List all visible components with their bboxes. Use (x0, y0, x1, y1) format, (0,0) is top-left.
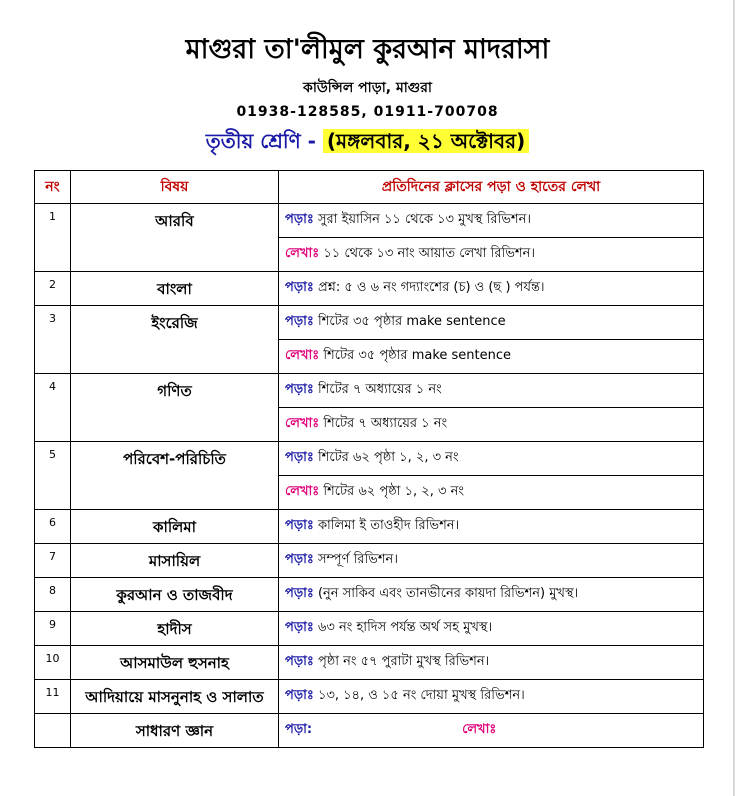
phone-numbers: 01938-128585, 01911-700708 (236, 104, 499, 120)
read-text: শিটের ৭ অধ্যায়ের ১ নং (313, 382, 442, 397)
read-cell (279, 204, 704, 238)
row-number: 2 (35, 272, 71, 306)
table-row (35, 442, 704, 476)
read-cell (279, 544, 704, 578)
table-row (35, 578, 704, 612)
read-text: প্রশ্ন: ৫ ও ৬ নং গদ্যাংশের (চ) ও (ছ ) পর্যন্ত। (313, 280, 545, 295)
header-work: প্রতিদিনের ক্লাসের পড়া ও হাতের লেখা (279, 171, 704, 204)
table-row (35, 612, 704, 646)
class-line (0, 126, 735, 156)
read-label: পড়াঃ (285, 314, 314, 329)
read-cell (279, 510, 704, 544)
class-date: (মঙ্গলবার, ২১ অক্টোবর) (323, 129, 529, 153)
header-subject: বিষয় (71, 171, 279, 204)
read-text: কালিমা ই তাওহীদ রিভিশন। (313, 518, 460, 533)
read-text: শিটের ৩৫ পৃষ্ঠার make sentence (313, 314, 506, 329)
read-text: ১৩, ১৪, ও ১৫ নং দোয়া মুখস্থ রিভিশন। (313, 688, 525, 703)
row-subject: মাসায়িল (71, 544, 279, 578)
read-text: সম্পূর্ণ রিভিশন। (313, 552, 398, 567)
table-row (35, 544, 704, 578)
row-number: 7 (35, 544, 71, 578)
row-subject: পরিবেশ-পরিচিতি (71, 442, 279, 510)
read-cell (279, 374, 704, 408)
row-number: 10 (35, 646, 71, 680)
row-subject: আদিয়ায়ে মাসনুনাহ ও সালাত (71, 680, 279, 714)
row-number: 4 (35, 374, 71, 442)
read-cell (279, 442, 704, 476)
row-number: 11 (35, 680, 71, 714)
table-row (35, 680, 704, 714)
table-row (35, 272, 704, 306)
read-text: শিটের ৬২ পৃষ্ঠা ১, ২, ৩ নং (313, 450, 459, 465)
read-label: পড়াঃ (285, 654, 314, 669)
row-subject: কুরআন ও তাজবীদ (71, 578, 279, 612)
write-text: শিটের ৬২ পৃষ্ঠা ১, ২, ৩ নং (319, 484, 464, 499)
address: কাউন্সিল পাড়া, মাগুরা (303, 80, 432, 96)
write-text: ১১ থেকে ১৩ নাং আয়াত লেখা রিভিশন। (319, 246, 536, 261)
table-header-row (35, 171, 704, 204)
read-label: পড়াঃ (285, 212, 314, 227)
table-row (35, 646, 704, 680)
write-label: লেখাঃ (462, 722, 497, 737)
row-number: 1 (35, 204, 71, 272)
row-number: 8 (35, 578, 71, 612)
read-cell (279, 578, 704, 612)
class-dash: - (300, 129, 323, 153)
write-cell (279, 238, 704, 272)
read-label: পড়াঃ (285, 280, 314, 295)
write-label: লেখাঃ (285, 348, 320, 363)
read-text: ৬৩ নং হাদিস পর্যন্ত অর্থ সহ মুখস্থ। (313, 620, 493, 635)
read-label: পড়া: (285, 722, 313, 737)
read-cell (279, 612, 704, 646)
write-label: লেখাঃ (285, 416, 320, 431)
row-number: 3 (35, 306, 71, 374)
read-text: (নুন সাকিব এবং তানভীনের কায়দা রিভিশন) মুখস্থ। (313, 586, 579, 601)
read-label: পড়াঃ (285, 552, 314, 567)
row-number: 5 (35, 442, 71, 510)
read-label: পড়াঃ (285, 620, 314, 635)
read-cell (279, 306, 704, 340)
header-num: নং (35, 171, 71, 204)
read-text: পৃষ্ঠা নং ৫৭ পুরাটা মুখস্থ রিভিশন। (313, 654, 490, 669)
write-label: লেখাঃ (285, 484, 320, 499)
row-subject: হাদীস (71, 612, 279, 646)
class-name: তৃতীয় শ্রেণি (205, 129, 301, 153)
read-cell (279, 646, 704, 680)
page-title: মাগুরা তা'লীমুল কুরআন মাদরাসা (185, 34, 550, 65)
row-subject: বাংলা (71, 272, 279, 306)
write-text: শিটের ৭ অধ্যায়ের ১ নং (319, 416, 448, 431)
write-label: লেখাঃ (285, 246, 320, 261)
table-row (35, 306, 704, 340)
read-cell (279, 680, 704, 714)
row-subject: কালিমা (71, 510, 279, 544)
table-row (35, 204, 704, 238)
write-cell (279, 408, 704, 442)
row-subject: গণিত (71, 374, 279, 442)
row-number-empty (35, 714, 71, 748)
read-cell (279, 272, 704, 306)
row-subject: সাধারণ জ্ঞান (71, 714, 279, 748)
row-subject: আসমাউল হুসনাহ (71, 646, 279, 680)
write-text: শিটের ৩৫ পৃষ্ঠার make sentence (319, 348, 512, 363)
schedule-table (34, 170, 704, 748)
row-subject: আরবি (71, 204, 279, 272)
read-label: পড়াঃ (285, 382, 314, 397)
table-row (35, 374, 704, 408)
write-cell (279, 476, 704, 510)
table-row-general-knowledge (35, 714, 704, 748)
row-number: 6 (35, 510, 71, 544)
table-row (35, 510, 704, 544)
read-label: পড়াঃ (285, 450, 314, 465)
write-cell (279, 340, 704, 374)
read-label: পড়াঃ (285, 688, 314, 703)
gk-cell (279, 714, 704, 748)
read-text: সুরা ইয়াসিন ১১ থেকে ১৩ মুখস্থ রিভিশন। (313, 212, 532, 227)
row-number: 9 (35, 612, 71, 646)
row-subject: ইংরেজি (71, 306, 279, 374)
read-label: পড়াঃ (285, 586, 314, 601)
read-label: পড়াঃ (285, 518, 314, 533)
